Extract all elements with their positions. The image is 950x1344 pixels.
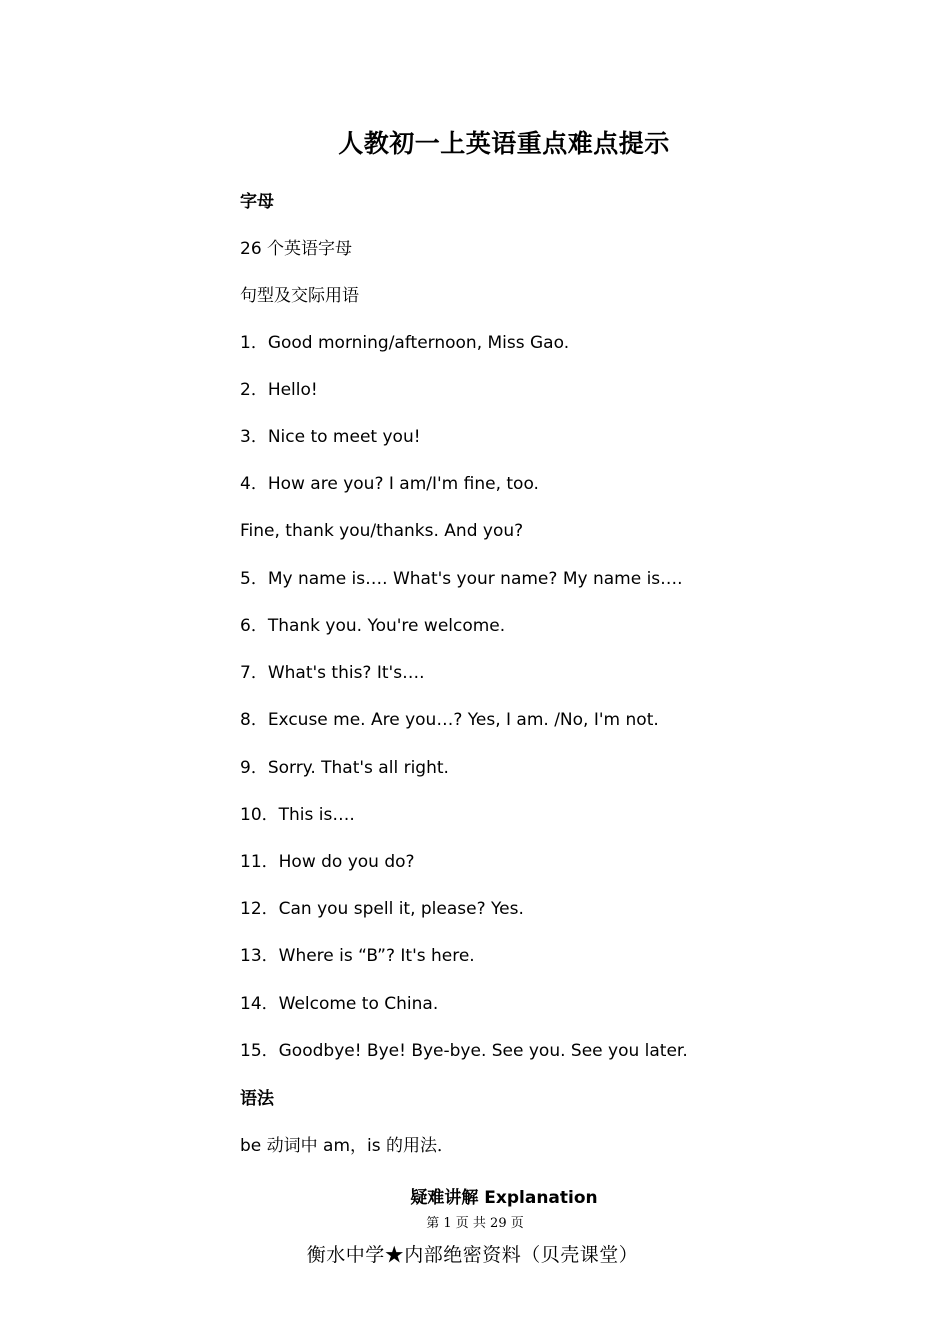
section-heading-letters: 字母 — [240, 192, 274, 212]
text-line: Fine, thank you/thanks. And you? — [240, 521, 524, 541]
text-line: 7．What's this? It's…. — [240, 663, 425, 683]
text-line: be 动词中 am，is 的用法． — [240, 1136, 455, 1156]
document-title: 人教初一上英语重点难点提示 — [338, 129, 670, 158]
text-line: 1．Good morning/afternoon, Miss Gao. — [240, 333, 570, 353]
text-line: 8．Excuse me. Are you…? Yes, I am. /No, I'm not. — [240, 710, 659, 730]
footer-watermark: 衡水中学★内部绝密资料（贝壳课堂） — [306, 1244, 639, 1266]
page-number: 第 1 页 共 29 页 — [426, 1216, 524, 1231]
text-line: 句型及交际用语 — [240, 286, 359, 306]
text-line: 6．Thank you. You're welcome. — [240, 616, 506, 636]
text-line: 12．Can you spell it, please? Yes. — [240, 899, 524, 919]
text-line: 5．My name is…. What's your name? My name is…. — [240, 569, 683, 589]
text-line: 13．Where is “B”? It's here. — [240, 946, 475, 966]
section-heading-grammar: 语法 — [240, 1089, 274, 1109]
explanation-subheading: 疑难讲解 Explanation — [410, 1188, 598, 1208]
text-line: 11．How do you do? — [240, 852, 415, 872]
text-line: 9．Sorry. That's all right. — [240, 758, 449, 778]
text-line: 4．How are you? I am/I'm fine, too. — [240, 474, 539, 494]
text-line: 14．Welcome to China. — [240, 994, 439, 1014]
text-line: 15．Goodbye! Bye! Bye-bye. See you. See you later. — [240, 1041, 688, 1061]
text-line: 3．Nice to meet you! — [240, 427, 421, 447]
text-line: 10．This is…. — [240, 805, 355, 825]
text-line: 26 个英语字母 — [240, 239, 353, 259]
text-line: 2．Hello! — [240, 380, 318, 400]
